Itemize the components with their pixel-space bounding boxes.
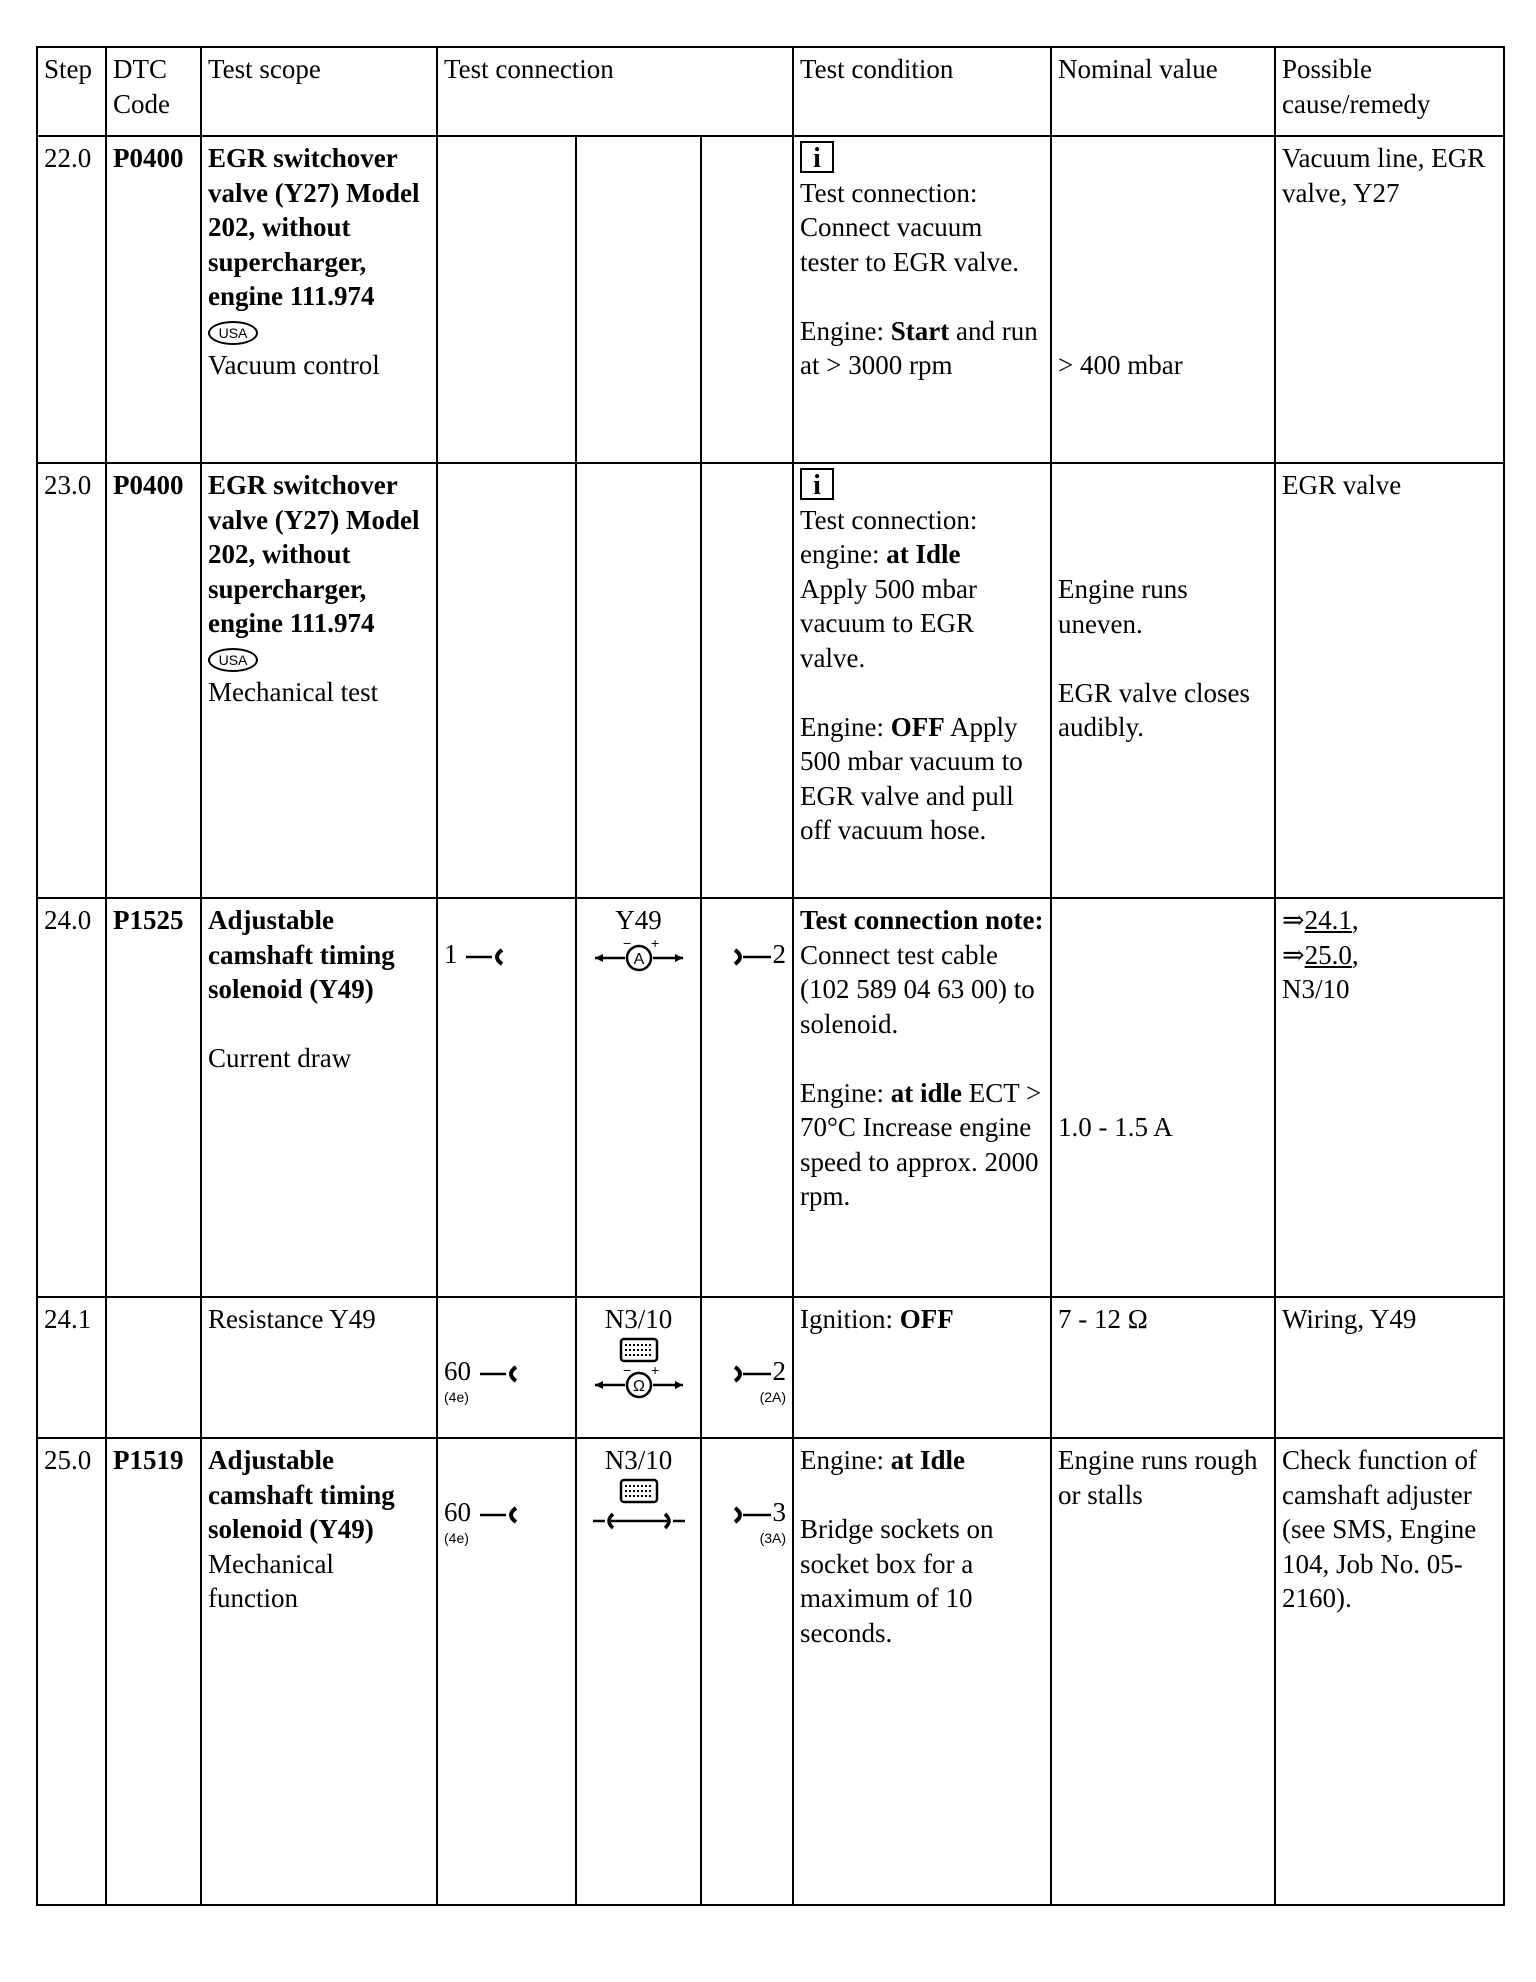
cause-cell: Vacuum line, EGR valve, Y27 [1275, 136, 1504, 463]
step-cell: 24.1 [37, 1297, 106, 1438]
dtc-cell: P1519 [106, 1438, 201, 1905]
condition-engine: Engine: at Idle [800, 1445, 965, 1475]
socket-box-icon [619, 1337, 659, 1365]
dtc-cell: P0400 [106, 136, 201, 463]
cause-cell: Check function of camshaft adjuster (see SMS, Engine 104, Job No. 05-2160). [1275, 1438, 1504, 1905]
scope-title: Adjustable camshaft timing solenoid (Y49) [208, 905, 395, 1004]
scope-cell [201, 463, 437, 898]
step-cell: 24.0 [37, 898, 106, 1297]
connection-left-cell [437, 898, 576, 1297]
connection-mid-cell [576, 1438, 701, 1905]
nominal-value-2: EGR valve closes audibly. [1058, 677, 1250, 742]
condition-idle: engine: at Idle [800, 539, 961, 569]
component-label: Y49 [615, 905, 662, 935]
condition-engine: Engine: OFF Apply 500 mbar vacuum to EGR valve and pull off vacuum hose. [800, 711, 1023, 845]
connection-right-cell [701, 1438, 793, 1905]
pin-right: 3 [772, 1497, 787, 1527]
connector-socket-icon [729, 1364, 773, 1384]
connector-socket-icon [729, 1505, 773, 1525]
scope-note: Mechanical function [208, 1548, 334, 1613]
header-step: Step [37, 47, 106, 136]
nominal-value: 1.0 - 1.5 A [1058, 1112, 1173, 1142]
nominal-cell: Engine runs rough or stalls [1051, 1438, 1275, 1905]
step-cell: 25.0 [37, 1438, 106, 1905]
svg-text:−: − [622, 1364, 631, 1378]
info-icon: i [800, 141, 834, 173]
connection-mid-cell [576, 898, 701, 1297]
condition-engine: Engine: Start and run at > 3000 rpm [800, 315, 1038, 380]
cause-text: N3/10 [1282, 974, 1350, 1004]
nominal-cell [1051, 898, 1275, 1297]
connection-right-cell [701, 136, 793, 463]
connection-mid-cell [576, 463, 701, 898]
connection-left-cell [437, 463, 576, 898]
svg-text:−: − [622, 937, 631, 951]
scope-note: Current draw [208, 1043, 352, 1073]
dtc-cell [106, 1297, 201, 1438]
condition-cell [793, 463, 1051, 898]
table-row [37, 136, 1504, 463]
pin-right-sub: (2A) [759, 1388, 787, 1405]
header-connection: Test connection [437, 47, 793, 136]
dtc-cell: P1525 [106, 898, 201, 1297]
header-dtc: DTC Code [106, 47, 201, 136]
nominal-cell: 7 - 12 Ω [1051, 1297, 1275, 1438]
condition-cell: Ignition: OFF [793, 1297, 1051, 1438]
table-row [37, 1438, 1504, 1905]
svg-text:+: + [650, 1364, 659, 1378]
connection-left-cell [437, 1438, 576, 1905]
connector-plug-icon [478, 1505, 522, 1525]
meter-symbol: Ω [632, 1377, 645, 1395]
condition-apply: Apply 500 mbar vacuum to EGR valve. [800, 573, 977, 673]
pin-right-sub: (3A) [759, 1529, 787, 1546]
step-cell: 23.0 [37, 463, 106, 898]
table-row [37, 898, 1504, 1297]
condition-text: Connect test cable (102 589 04 63 00) to solenoid. [800, 939, 1035, 1039]
condition-cell [793, 1438, 1051, 1905]
scope-note: Mechanical test [208, 677, 379, 707]
dtc-cell: P0400 [106, 463, 201, 898]
cause-cell: EGR valve [1275, 463, 1504, 898]
ohmmeter-icon [589, 1365, 689, 1399]
pin-left: 1 [444, 939, 458, 969]
scope-cell [201, 1438, 437, 1905]
condition-cell [793, 136, 1051, 463]
connection-left-cell [437, 136, 576, 463]
header-condition: Test condition [793, 47, 1051, 136]
condition-engine: Engine: at idle ECT > 70°C Increase engine speed to approx. 2000 rpm. [800, 1077, 1042, 1211]
connector-plug-icon [464, 947, 508, 967]
ammeter-icon [589, 938, 689, 972]
connector-socket-icon [729, 947, 773, 967]
component-label: N3/10 [604, 1304, 673, 1334]
connection-mid-cell [576, 1297, 701, 1438]
scope-note: Vacuum control [208, 350, 380, 380]
scope-cell [201, 136, 437, 463]
socket-box-icon [619, 1478, 659, 1506]
pin-left-sub: (4e) [444, 1529, 469, 1546]
condition-text: Test connection: Connect vacuum tester to EGR valve. [800, 177, 1019, 277]
header-nominal: Nominal value [1051, 47, 1275, 136]
meter-symbol: A [633, 950, 644, 968]
usa-badge-icon: USA [208, 648, 258, 672]
scope-title: EGR switchover valve (Y27) Model 202, without supercharger, engine 111.974 [208, 143, 420, 311]
component-label: N3/10 [604, 1445, 673, 1475]
nominal-value: Engine runs uneven. [1058, 574, 1188, 639]
connection-right-cell [701, 463, 793, 898]
scope-title: Adjustable camshaft timing solenoid (Y49) [208, 1445, 395, 1544]
header-scope: Test scope [201, 47, 437, 136]
cause-cell: Wiring, Y49 [1275, 1297, 1504, 1438]
connection-right-cell [701, 1297, 793, 1438]
connection-left-cell [437, 1297, 576, 1438]
nominal-value: > 400 mbar [1058, 350, 1183, 380]
condition-cell [793, 898, 1051, 1297]
scope-title: EGR switchover valve (Y27) Model 202, without supercharger, engine 111.974 [208, 470, 420, 638]
nominal-cell [1051, 463, 1275, 898]
cause-link-1[interactable]: ⇒24.1, [1282, 905, 1359, 935]
dtc-test-table [36, 46, 1505, 1906]
pin-right: 2 [772, 939, 787, 969]
connector-plug-icon [478, 1364, 522, 1384]
scope-cell: Resistance Y49 [201, 1297, 437, 1438]
table-header-row [37, 47, 1504, 136]
nominal-cell [1051, 136, 1275, 463]
condition-heading: Test connection note: [800, 905, 1044, 935]
table-row [37, 463, 1504, 898]
table-row [37, 1297, 1504, 1438]
cause-link-2[interactable]: ⇒25.0, [1282, 939, 1359, 970]
svg-text:+: + [650, 937, 659, 951]
scope-cell [201, 898, 437, 1297]
condition-text: Test connection: [800, 504, 978, 535]
info-icon: i [800, 468, 834, 500]
connection-right-cell [701, 898, 793, 1297]
pin-left: 60 [444, 1356, 471, 1386]
header-cause: Possible cause/remedy [1275, 47, 1504, 136]
usa-badge-icon: USA [208, 321, 258, 345]
bridge-cable-icon [589, 1506, 689, 1536]
cause-cell [1275, 898, 1504, 1297]
pin-right: 2 [772, 1356, 787, 1386]
pin-left-sub: (4e) [444, 1388, 469, 1405]
step-cell: 22.0 [37, 136, 106, 463]
connection-mid-cell [576, 136, 701, 463]
pin-left: 60 [444, 1497, 471, 1527]
condition-text: Bridge sockets on socket box for a maximum of 10 seconds. [800, 1514, 994, 1648]
